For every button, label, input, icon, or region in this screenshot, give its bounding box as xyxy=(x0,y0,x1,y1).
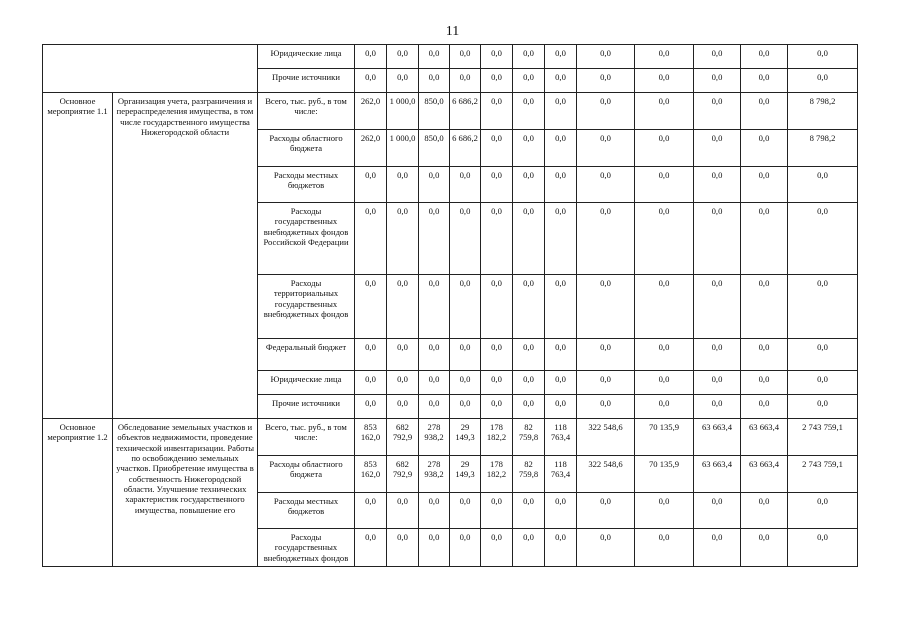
amount-cell: 0,0 xyxy=(387,45,419,69)
amount-cell: 178 182,2 xyxy=(481,419,513,456)
amount-cell: 1 000,0 xyxy=(387,130,419,167)
amount-cell: 853 162,0 xyxy=(355,419,387,456)
amount-cell: 0,0 xyxy=(694,339,741,371)
amount-cell: 0,0 xyxy=(419,275,450,339)
amount-cell: 0,0 xyxy=(694,93,741,130)
amount-cell: 682 792,9 xyxy=(387,456,419,493)
amount-cell: 178 182,2 xyxy=(481,456,513,493)
amount-cell: 0,0 xyxy=(513,167,545,203)
amount-cell: 0,0 xyxy=(788,371,858,395)
funding-source-label: Расходы областного бюджета xyxy=(258,130,355,167)
amount-cell: 63 663,4 xyxy=(741,456,788,493)
amount-cell: 2 743 759,1 xyxy=(788,419,858,456)
amount-cell: 322 548,6 xyxy=(577,419,635,456)
amount-cell: 0,0 xyxy=(355,69,387,93)
amount-cell: 0,0 xyxy=(513,130,545,167)
amount-cell: 0,0 xyxy=(577,93,635,130)
amount-cell: 0,0 xyxy=(419,167,450,203)
amount-cell: 0,0 xyxy=(788,203,858,275)
activity-code: Основное мероприятие 1.2 xyxy=(43,419,113,567)
amount-cell: 0,0 xyxy=(355,167,387,203)
amount-cell: 0,0 xyxy=(481,275,513,339)
amount-cell: 0,0 xyxy=(577,529,635,567)
amount-cell: 0,0 xyxy=(694,167,741,203)
amount-cell: 0,0 xyxy=(577,167,635,203)
amount-cell: 0,0 xyxy=(481,493,513,529)
amount-cell: 0,0 xyxy=(355,45,387,69)
funding-source-label: Всего, тыс. руб., в том числе: xyxy=(258,93,355,130)
amount-cell: 0,0 xyxy=(545,69,577,93)
amount-cell: 0,0 xyxy=(513,395,545,419)
amount-cell: 0,0 xyxy=(419,529,450,567)
amount-cell: 0,0 xyxy=(513,275,545,339)
amount-cell: 0,0 xyxy=(387,275,419,339)
amount-cell: 0,0 xyxy=(788,529,858,567)
amount-cell: 262,0 xyxy=(355,93,387,130)
amount-cell: 0,0 xyxy=(419,69,450,93)
amount-cell: 0,0 xyxy=(545,339,577,371)
amount-cell: 0,0 xyxy=(387,203,419,275)
amount-cell: 29 149,3 xyxy=(450,456,481,493)
amount-cell: 82 759,8 xyxy=(513,419,545,456)
amount-cell: 0,0 xyxy=(481,130,513,167)
amount-cell: 0,0 xyxy=(419,203,450,275)
amount-cell: 0,0 xyxy=(577,371,635,395)
amount-cell: 0,0 xyxy=(694,371,741,395)
amount-cell: 0,0 xyxy=(694,45,741,69)
amount-cell: 0,0 xyxy=(741,371,788,395)
amount-cell: 0,0 xyxy=(741,275,788,339)
amount-cell: 29 149,3 xyxy=(450,419,481,456)
page-number: 11 xyxy=(445,24,460,39)
amount-cell: 0,0 xyxy=(450,275,481,339)
amount-cell: 0,0 xyxy=(481,167,513,203)
amount-cell: 0,0 xyxy=(788,275,858,339)
amount-cell: 0,0 xyxy=(694,130,741,167)
amount-cell: 0,0 xyxy=(481,339,513,371)
amount-cell: 0,0 xyxy=(355,371,387,395)
amount-cell: 63 663,4 xyxy=(694,419,741,456)
amount-cell: 0,0 xyxy=(788,339,858,371)
amount-cell: 0,0 xyxy=(788,69,858,93)
funding-source-label: Расходы местных бюджетов xyxy=(258,167,355,203)
amount-cell: 0,0 xyxy=(635,130,694,167)
funding-source-label: Прочие источники xyxy=(258,395,355,419)
amount-cell: 0,0 xyxy=(513,339,545,371)
amount-cell: 0,0 xyxy=(635,529,694,567)
amount-cell: 0,0 xyxy=(450,45,481,69)
budget-table xyxy=(42,44,858,567)
amount-cell: 0,0 xyxy=(355,339,387,371)
amount-cell: 0,0 xyxy=(481,45,513,69)
amount-cell: 0,0 xyxy=(788,167,858,203)
amount-cell: 0,0 xyxy=(419,395,450,419)
amount-cell: 322 548,6 xyxy=(577,456,635,493)
funding-source-label: Федеральный бюджет xyxy=(258,339,355,371)
amount-cell: 0,0 xyxy=(481,69,513,93)
amount-cell: 0,0 xyxy=(694,203,741,275)
amount-cell: 262,0 xyxy=(355,130,387,167)
amount-cell: 0,0 xyxy=(387,529,419,567)
amount-cell: 63 663,4 xyxy=(741,419,788,456)
amount-cell: 278 938,2 xyxy=(419,456,450,493)
amount-cell: 0,0 xyxy=(635,167,694,203)
amount-cell: 0,0 xyxy=(419,493,450,529)
amount-cell: 0,0 xyxy=(450,371,481,395)
amount-cell: 0,0 xyxy=(694,69,741,93)
amount-cell: 0,0 xyxy=(481,203,513,275)
funding-source-label: Расходы областного бюджета xyxy=(258,456,355,493)
funding-source-label: Расходы местных бюджетов xyxy=(258,493,355,529)
empty-header-cell xyxy=(43,45,258,93)
amount-cell: 0,0 xyxy=(450,167,481,203)
amount-cell: 0,0 xyxy=(355,275,387,339)
amount-cell: 0,0 xyxy=(577,45,635,69)
amount-cell: 0,0 xyxy=(635,371,694,395)
amount-cell: 0,0 xyxy=(635,203,694,275)
funding-source-label: Расходы государственных внебюджетных фондов xyxy=(258,529,355,567)
funding-source-label: Расходы государственных внебюджетных фондов Российской Федерации xyxy=(258,203,355,275)
amount-cell: 0,0 xyxy=(513,529,545,567)
amount-cell: 0,0 xyxy=(355,395,387,419)
amount-cell: 63 663,4 xyxy=(694,456,741,493)
amount-cell: 0,0 xyxy=(545,529,577,567)
amount-cell: 0,0 xyxy=(577,395,635,419)
amount-cell: 0,0 xyxy=(450,69,481,93)
amount-cell: 0,0 xyxy=(513,203,545,275)
amount-cell: 278 938,2 xyxy=(419,419,450,456)
amount-cell: 0,0 xyxy=(419,339,450,371)
amount-cell: 850,0 xyxy=(419,93,450,130)
amount-cell: 850,0 xyxy=(419,130,450,167)
amount-cell: 0,0 xyxy=(635,493,694,529)
amount-cell: 0,0 xyxy=(694,275,741,339)
amount-cell: 82 759,8 xyxy=(513,456,545,493)
amount-cell: 0,0 xyxy=(450,339,481,371)
amount-cell: 0,0 xyxy=(387,69,419,93)
amount-cell: 0,0 xyxy=(387,339,419,371)
amount-cell: 0,0 xyxy=(694,395,741,419)
amount-cell: 0,0 xyxy=(481,529,513,567)
amount-cell: 0,0 xyxy=(635,69,694,93)
amount-cell: 0,0 xyxy=(450,529,481,567)
amount-cell: 0,0 xyxy=(635,275,694,339)
activity-description: Обследование земельных участков и объектов недвижимости, проведение технической инвентаризации. Работы по освобождению земельных участков. Приобретение имущества в собственность Нижегородской области. Улучшение технических характеристик государственного имущества, повышение его xyxy=(113,419,258,567)
amount-cell: 0,0 xyxy=(741,93,788,130)
amount-cell: 8 798,2 xyxy=(788,130,858,167)
amount-cell: 0,0 xyxy=(577,275,635,339)
activity-description: Организация учета, разграничения и перераспределения имущества, в том числе государственного имущества Нижегородской области xyxy=(113,93,258,419)
amount-cell: 118 763,4 xyxy=(545,456,577,493)
amount-cell: 0,0 xyxy=(545,167,577,203)
amount-cell: 70 135,9 xyxy=(635,456,694,493)
amount-cell: 0,0 xyxy=(694,529,741,567)
amount-cell: 0,0 xyxy=(513,93,545,130)
amount-cell: 0,0 xyxy=(387,493,419,529)
amount-cell: 0,0 xyxy=(513,371,545,395)
amount-cell: 0,0 xyxy=(513,493,545,529)
amount-cell: 0,0 xyxy=(545,130,577,167)
amount-cell: 0,0 xyxy=(635,45,694,69)
amount-cell: 0,0 xyxy=(513,69,545,93)
amount-cell: 0,0 xyxy=(741,45,788,69)
amount-cell: 0,0 xyxy=(635,339,694,371)
amount-cell: 0,0 xyxy=(635,395,694,419)
amount-cell: 0,0 xyxy=(577,130,635,167)
amount-cell: 0,0 xyxy=(481,395,513,419)
amount-cell: 0,0 xyxy=(545,275,577,339)
funding-source-label: Расходы территориальных государственных внебюджетных фондов xyxy=(258,275,355,339)
amount-cell: 0,0 xyxy=(450,493,481,529)
amount-cell: 8 798,2 xyxy=(788,93,858,130)
amount-cell: 6 686,2 xyxy=(450,130,481,167)
table-row xyxy=(43,419,858,456)
amount-cell: 0,0 xyxy=(741,167,788,203)
amount-cell: 0,0 xyxy=(387,395,419,419)
amount-cell: 0,0 xyxy=(788,395,858,419)
amount-cell: 0,0 xyxy=(545,395,577,419)
amount-cell: 0,0 xyxy=(545,203,577,275)
amount-cell: 0,0 xyxy=(419,45,450,69)
amount-cell: 0,0 xyxy=(481,371,513,395)
amount-cell: 0,0 xyxy=(741,493,788,529)
amount-cell: 0,0 xyxy=(355,493,387,529)
amount-cell: 1 000,0 xyxy=(387,93,419,130)
amount-cell: 0,0 xyxy=(545,371,577,395)
amount-cell: 0,0 xyxy=(419,371,450,395)
funding-source-label: Юридические лица xyxy=(258,371,355,395)
amount-cell: 0,0 xyxy=(741,130,788,167)
amount-cell: 0,0 xyxy=(355,203,387,275)
amount-cell: 0,0 xyxy=(741,529,788,567)
amount-cell: 0,0 xyxy=(450,395,481,419)
amount-cell: 0,0 xyxy=(545,93,577,130)
amount-cell: 0,0 xyxy=(577,339,635,371)
funding-source-label: Прочие источники xyxy=(258,69,355,93)
amount-cell: 0,0 xyxy=(741,395,788,419)
amount-cell: 6 686,2 xyxy=(450,93,481,130)
amount-cell: 0,0 xyxy=(355,529,387,567)
amount-cell: 0,0 xyxy=(577,493,635,529)
amount-cell: 0,0 xyxy=(577,69,635,93)
amount-cell: 0,0 xyxy=(387,167,419,203)
amount-cell: 682 792,9 xyxy=(387,419,419,456)
amount-cell: 0,0 xyxy=(788,45,858,69)
amount-cell: 70 135,9 xyxy=(635,419,694,456)
amount-cell: 853 162,0 xyxy=(355,456,387,493)
amount-cell: 0,0 xyxy=(577,203,635,275)
amount-cell: 0,0 xyxy=(694,493,741,529)
funding-source-label: Всего, тыс. руб., в том числе: xyxy=(258,419,355,456)
amount-cell: 0,0 xyxy=(635,93,694,130)
amount-cell: 0,0 xyxy=(741,339,788,371)
table-row xyxy=(43,93,858,130)
amount-cell: 0,0 xyxy=(788,493,858,529)
activity-code: Основное мероприятие 1.1 xyxy=(43,93,113,419)
amount-cell: 0,0 xyxy=(741,203,788,275)
amount-cell: 0,0 xyxy=(387,371,419,395)
funding-source-label: Юридические лица xyxy=(258,45,355,69)
amount-cell: 0,0 xyxy=(481,93,513,130)
amount-cell: 0,0 xyxy=(450,203,481,275)
amount-cell: 0,0 xyxy=(545,493,577,529)
amount-cell: 2 743 759,1 xyxy=(788,456,858,493)
amount-cell: 118 763,4 xyxy=(545,419,577,456)
amount-cell: 0,0 xyxy=(513,45,545,69)
amount-cell: 0,0 xyxy=(741,69,788,93)
amount-cell: 0,0 xyxy=(545,45,577,69)
table-row xyxy=(43,45,858,69)
